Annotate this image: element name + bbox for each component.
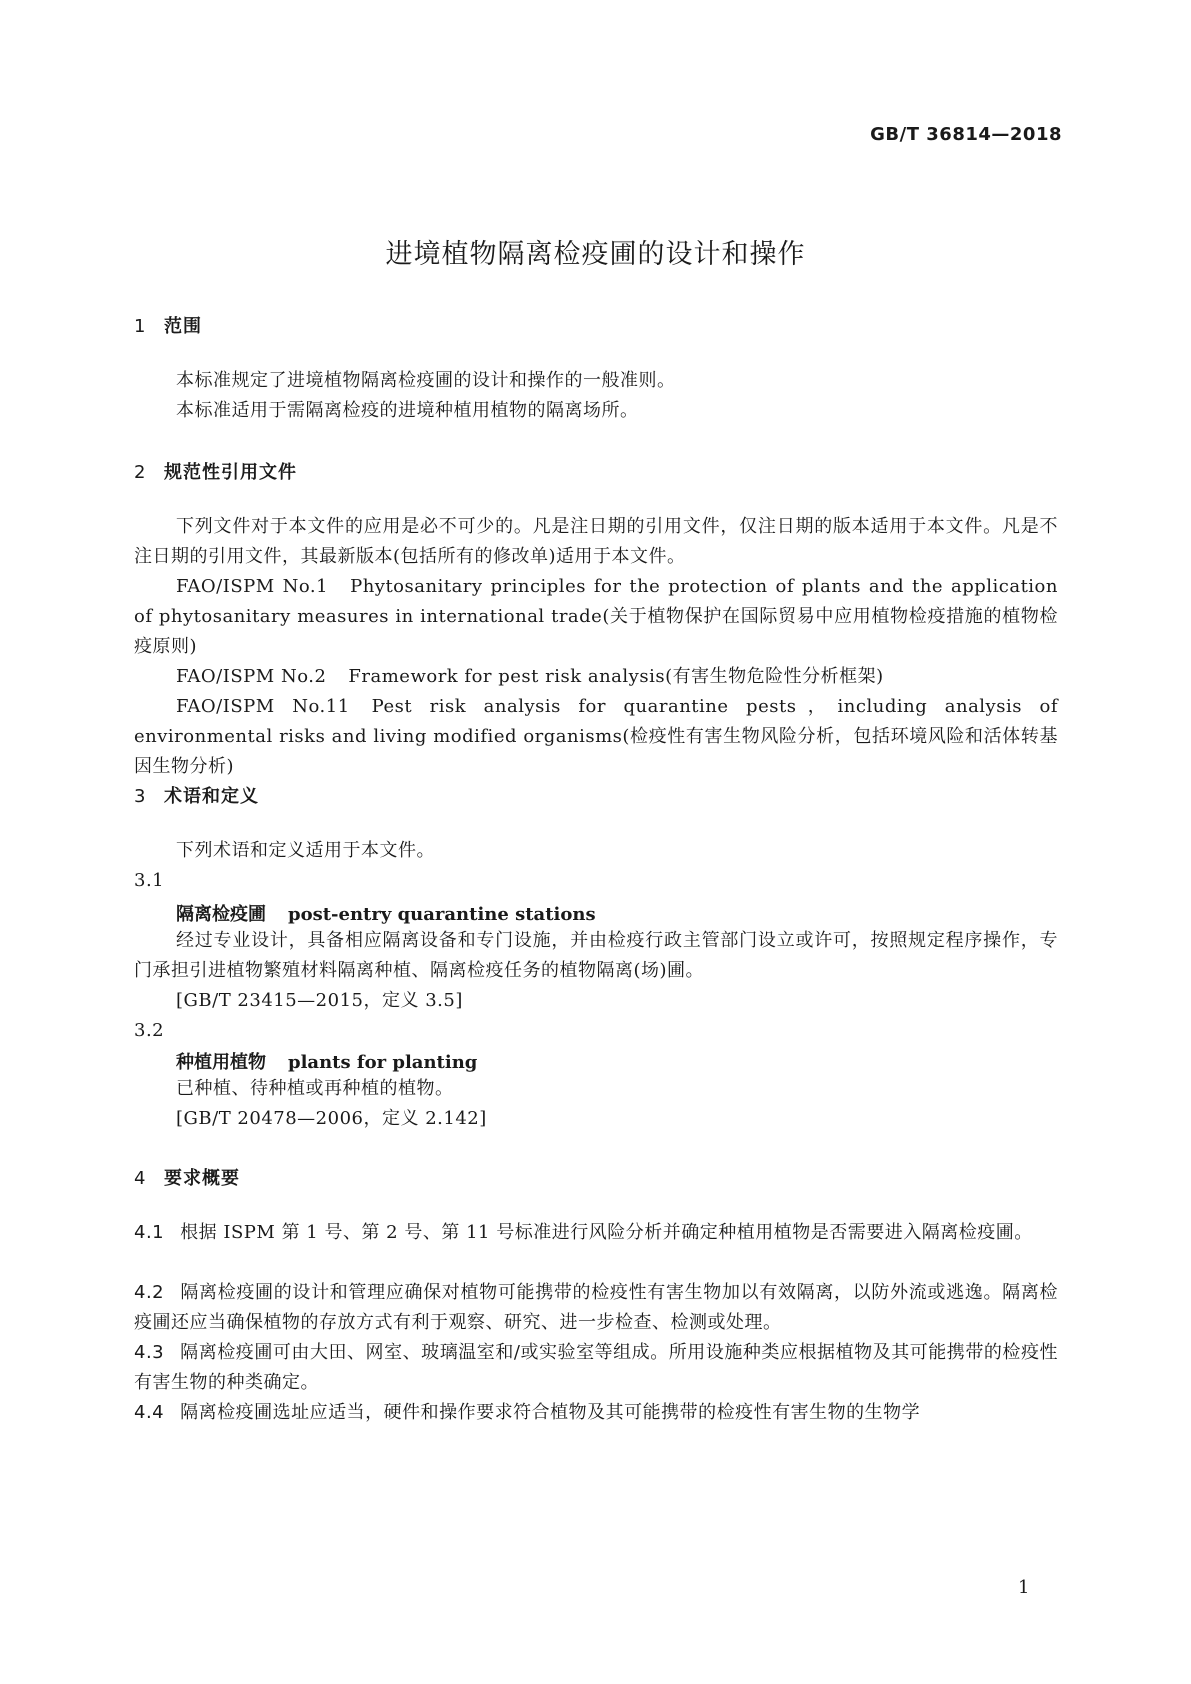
term-number: 3.2 bbox=[134, 1020, 165, 1041]
reference-text: Framework for pest risk analysis(有害生物危险性分析框架) bbox=[348, 666, 884, 687]
term-entry bbox=[176, 900, 596, 926]
term-definition: 已种植、待种植或再种植的植物。 bbox=[176, 1078, 454, 1099]
clause bbox=[134, 1278, 1058, 1338]
section-title: 范围 bbox=[164, 316, 202, 337]
clause bbox=[134, 1338, 1058, 1398]
term-number: 3.1 bbox=[134, 870, 165, 891]
clause-number: 4.2 bbox=[134, 1282, 165, 1303]
reference-text: Phytosanitary principles for the protection of plants and the application of phytosanitary measures in international trade(关于植物保护在国际贸易中应用植物检疫措施的植物检疫原则) bbox=[134, 576, 1058, 657]
term-chinese: 隔离检疫圃 bbox=[176, 904, 266, 925]
clause-number: 4.3 bbox=[134, 1342, 165, 1363]
term-english: post-entry quarantine stations bbox=[288, 904, 596, 925]
section-3-heading bbox=[134, 782, 259, 808]
reference-code: FAO/ISPM No.11 bbox=[176, 696, 350, 717]
section-1-heading bbox=[134, 312, 202, 338]
clause bbox=[134, 1398, 1058, 1428]
section-2-heading bbox=[134, 458, 297, 484]
reference-text: Pest risk analysis for quarantine pests，including analysis of environmental risks and living modified organisms(检疫性有害生物风险分析，包括环境风险和活体转基因生物分析) bbox=[134, 696, 1058, 777]
term-source: [GB/T 20478—2006，定义 2.142] bbox=[176, 1108, 487, 1129]
clause bbox=[134, 1218, 1058, 1248]
term-chinese: 种植用植物 bbox=[176, 1052, 266, 1073]
section-number: 2 bbox=[134, 462, 147, 483]
clause-text: 隔离检疫圃的设计和管理应确保对植物可能携带的检疫性有害生物加以有效隔离，以防外流或逃逸。隔离检疫圃还应当确保植物的存放方式有利于观察、研究、进一步检查、检测或处理。 bbox=[134, 1282, 1058, 1333]
section-4-heading bbox=[134, 1164, 240, 1190]
clause-text: 根据 ISPM 第 1 号、第 2 号、第 11 号标准进行风险分析并确定种植用植物是否需要进入隔离检疫圃。 bbox=[180, 1222, 1033, 1243]
section-number: 3 bbox=[134, 786, 147, 807]
section-number: 4 bbox=[134, 1168, 147, 1189]
term-definition: 经过专业设计，具备相应隔离设备和专门设施，并由检疫行政主管部门设立或许可，按照规定程序操作，专门承担引进植物繁殖材料隔离种植、隔离检疫任务的植物隔离(场)圃。 bbox=[134, 930, 1058, 981]
term-entry bbox=[176, 1048, 477, 1074]
term-english: plants for planting bbox=[288, 1052, 478, 1073]
reference-item bbox=[134, 692, 1058, 782]
section-number: 1 bbox=[134, 316, 147, 337]
clause-text: 隔离检疫圃可由大田、网室、玻璃温室和/或实验室等组成。所用设施种类应根据植物及其可能携带的检疫性有害生物的种类确定。 bbox=[134, 1342, 1058, 1393]
paragraph: 本标准规定了进境植物隔离检疫圃的设计和操作的一般准则。 bbox=[176, 370, 676, 391]
section-title: 要求概要 bbox=[164, 1168, 240, 1189]
paragraph: 本标准适用于需隔离检疫的进境种植用植物的隔离场所。 bbox=[176, 400, 639, 421]
term-source: [GB/T 23415—2015，定义 3.5] bbox=[176, 990, 463, 1011]
paragraph: 下列文件对于本文件的应用是必不可少的。凡是注日期的引用文件，仅注日期的版本适用于本文件。凡是不注日期的引用文件，其最新版本(包括所有的修改单)适用于本文件。 bbox=[134, 516, 1058, 567]
reference-code: FAO/ISPM No.2 bbox=[176, 666, 327, 687]
document-title: 进境植物隔离检疫圃的设计和操作 bbox=[385, 239, 806, 270]
clause-number: 4.1 bbox=[134, 1222, 165, 1243]
reference-code: FAO/ISPM No.1 bbox=[176, 576, 329, 597]
paragraph: 下列术语和定义适用于本文件。 bbox=[176, 840, 435, 861]
clause-number: 4.4 bbox=[134, 1402, 165, 1423]
clause-text: 隔离检疫圃选址应适当，硬件和操作要求符合植物及其可能携带的检疫性有害生物的生物学 bbox=[180, 1402, 921, 1423]
page-number: 1 bbox=[1018, 1577, 1030, 1598]
section-title: 术语和定义 bbox=[164, 786, 259, 807]
section-title: 规范性引用文件 bbox=[164, 462, 297, 483]
reference-item bbox=[134, 572, 1058, 662]
reference-item bbox=[134, 662, 1058, 692]
document-code: GB/T 36814—2018 bbox=[870, 124, 1062, 145]
